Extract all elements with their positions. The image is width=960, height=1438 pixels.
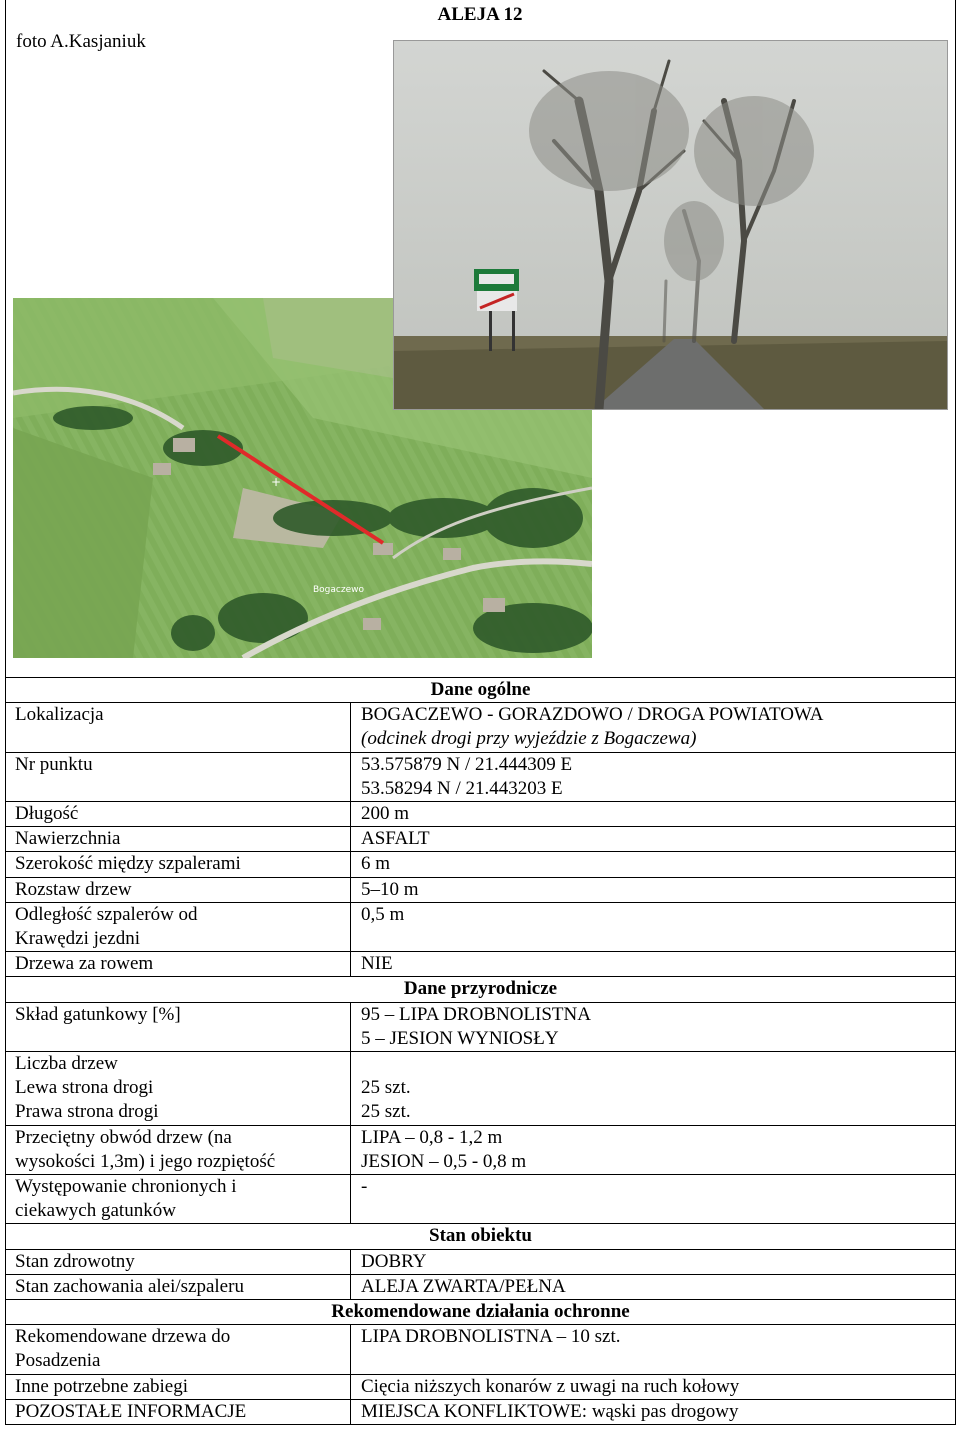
- row-dlugosc: [6, 802, 956, 827]
- label-rekomendowane: [6, 1325, 351, 1374]
- label-liczba-line3: Prawa strona drogi: [15, 1101, 159, 1123]
- label-liczba-line2: Lewa strona drogi: [15, 1077, 154, 1099]
- row-nawierzchnia: [6, 827, 956, 852]
- value-nr-punktu-line2: 53.58294 N / 21.443203 E: [361, 777, 563, 799]
- svg-text:+: +: [271, 475, 282, 489]
- label-obwod: [6, 1125, 351, 1174]
- value-sklad-line1: 95 – LIPA DROBNOLISTNA: [361, 1003, 591, 1025]
- value-lokalizacja: [351, 703, 956, 752]
- label-pozostale: POZOSTAŁE INFORMACJE: [6, 1399, 351, 1424]
- section-header-protection: [6, 1300, 956, 1325]
- row-rowem: [6, 952, 956, 977]
- section-title-condition: Stan obiektu: [6, 1224, 956, 1249]
- label-rowem: Drzewa za rowem: [6, 952, 351, 977]
- label-liczba-line1: Liczba drzew: [15, 1053, 118, 1075]
- row-nr-punktu: [6, 752, 956, 801]
- section-title-general: Dane ogólne: [6, 678, 956, 703]
- label-rekomendowane-line2: Posadzenia: [15, 1350, 101, 1372]
- value-rozstaw: 5–10 m: [351, 877, 956, 902]
- label-rozstaw: Rozstaw drzew: [6, 877, 351, 902]
- value-obwod-line1: LIPA – 0,8 - 1,2 m: [361, 1126, 503, 1148]
- row-zdrowotny: [6, 1249, 956, 1274]
- section-header-condition: [6, 1224, 956, 1249]
- label-dlugosc: Długość: [6, 802, 351, 827]
- label-odleglosc-line2: Krawędzi jezdni: [15, 928, 141, 950]
- label-sklad: Skład gatunkowy [%]: [6, 1002, 351, 1051]
- label-obwod-line1: Przeciętny obwód drzew (na: [15, 1126, 232, 1148]
- row-obwod: [6, 1125, 956, 1174]
- value-dlugosc: 200 m: [351, 802, 956, 827]
- label-liczba: [6, 1052, 351, 1126]
- value-rekomendowane: LIPA DROBNOLISTNA – 10 szt.: [351, 1325, 956, 1374]
- label-nr-punktu: Nr punktu: [6, 752, 351, 801]
- page-title: ALEJA 12: [437, 4, 523, 25]
- value-nr-punktu: [351, 752, 956, 801]
- value-nr-punktu-line1: 53.575879 N / 21.444309 E: [361, 753, 573, 775]
- section-header-general: [6, 678, 956, 703]
- section-title-protection: Rekomendowane działania ochronne: [6, 1300, 956, 1325]
- row-lokalizacja: [6, 703, 956, 752]
- value-nawierzchnia: ASFALT: [351, 827, 956, 852]
- value-chronione: -: [351, 1175, 956, 1224]
- row-liczba: [6, 1052, 956, 1126]
- label-zachowania: Stan zachowania alei/szpaleru: [6, 1274, 351, 1299]
- value-liczba-right: 25 szt.: [361, 1101, 411, 1123]
- avenue-data-table: [5, 677, 956, 1425]
- row-sklad: [6, 1002, 956, 1051]
- value-obwod-line2: JESION – 0,5 - 0,8 m: [361, 1150, 527, 1172]
- value-obwod: [351, 1125, 956, 1174]
- row-zabiegi: [6, 1374, 956, 1399]
- label-zdrowotny: Stan zdrowotny: [6, 1249, 351, 1274]
- value-lokalizacja-line2: (odcinek drogi przy wyjeździe z Bogaczewa): [361, 728, 697, 750]
- label-chronione-line1: Występowanie chronionych i: [15, 1176, 237, 1198]
- label-odleglosc: [6, 902, 351, 951]
- label-rekomendowane-line1: Rekomendowane drzewa do: [15, 1326, 231, 1348]
- label-chronione: [6, 1175, 351, 1224]
- label-chronione-line2: ciekawych gatunków: [15, 1200, 176, 1222]
- value-zachowania: ALEJA ZWARTA/PEŁNA: [351, 1274, 956, 1299]
- value-liczba-left: 25 szt.: [361, 1077, 411, 1099]
- value-zabiegi: Cięcia niższych konarów z uwagi na ruch kołowy: [351, 1374, 956, 1399]
- value-sklad: [351, 1002, 956, 1051]
- label-zabiegi: Inne potrzebne zabiegi: [6, 1374, 351, 1399]
- row-zachowania: [6, 1274, 956, 1299]
- row-chronione: [6, 1175, 956, 1224]
- value-pozostale: MIEJSCA KONFLIKTOWE: wąski pas drogowy: [351, 1399, 956, 1424]
- label-obwod-line2: wysokości 1,3m) i jego rozpiętość: [15, 1150, 276, 1172]
- label-nawierzchnia: Nawierzchnia: [6, 827, 351, 852]
- road-photo: [393, 40, 948, 410]
- section-title-nature: Dane przyrodnicze: [6, 977, 956, 1002]
- row-odleglosc: [6, 902, 956, 951]
- row-szerokosc: [6, 852, 956, 877]
- aerial-place-label: Bogaczewo: [313, 585, 364, 595]
- row-pozostale: [6, 1399, 956, 1424]
- value-rowem: NIE: [351, 952, 956, 977]
- label-odleglosc-line1: Odległość szpalerów od: [15, 903, 198, 925]
- section-header-nature: [6, 977, 956, 1002]
- row-rozstaw: [6, 877, 956, 902]
- page-border-left: [5, 0, 6, 678]
- page-border-right: [955, 0, 956, 678]
- value-zdrowotny: DOBRY: [351, 1249, 956, 1274]
- value-odleglosc: 0,5 m: [351, 902, 956, 951]
- value-lokalizacja-line1: BOGACZEWO - GORAZDOWO / DROGA POWIATOWA: [361, 704, 824, 726]
- value-sklad-line2: 5 – JESION WYNIOSŁY: [361, 1027, 559, 1049]
- value-liczba: [351, 1052, 956, 1126]
- label-lokalizacja: Lokalizacja: [6, 703, 351, 752]
- photo-credit: foto A.Kasjaniuk: [16, 31, 146, 52]
- value-szerokosc: 6 m: [351, 852, 956, 877]
- label-szerokosc: Szerokość między szpalerami: [6, 852, 351, 877]
- row-rekomendowane: [6, 1325, 956, 1374]
- road-photo-graphic: [394, 41, 947, 409]
